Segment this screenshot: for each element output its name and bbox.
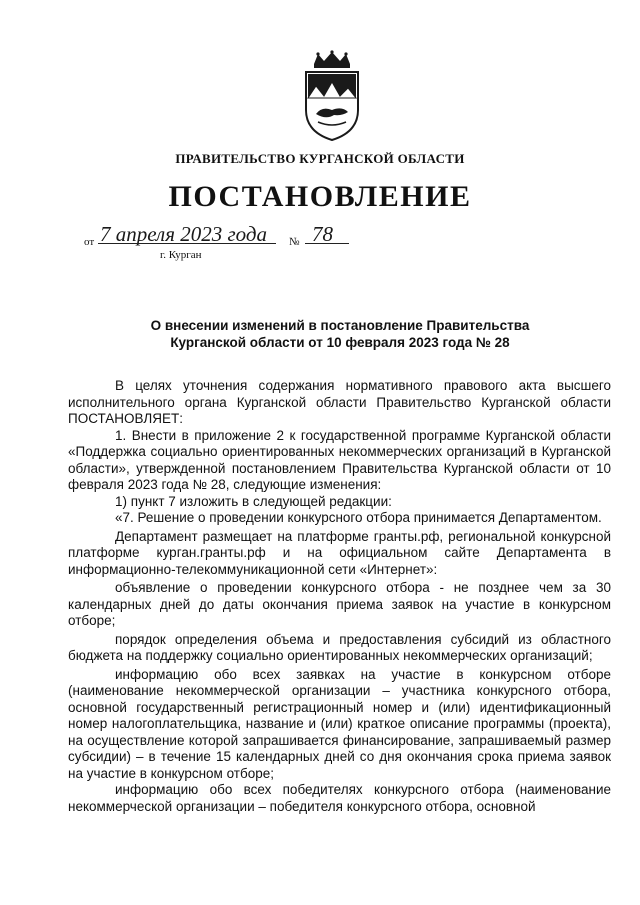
coat-of-arms-emblem	[302, 50, 362, 142]
handwritten-date: 7 апреля 2023 года	[100, 222, 268, 246]
paragraph: объявление о проведении конкурсного отбора - не позднее чем за 30 календарных дней до даты окончания приема заявок на участие в конкурсном отборе;	[68, 580, 611, 628]
city-label: г. Курган	[160, 249, 202, 261]
subject-line-2: Курганской области от 10 февраля 2023 года № 28	[170, 335, 510, 350]
paragraph: В целях уточнения содержания нормативного правового акта высшего исполнительного органа Курганской области Правительство Курганской области ПОСТАНОВЛЯЕТ:	[68, 378, 611, 426]
handwritten-number: 78	[312, 222, 333, 246]
number-underline	[305, 243, 349, 244]
from-label: от	[84, 236, 95, 248]
paragraph: информацию обо всех заявках на участие в конкурсном отборе (наименование некоммерческой организации – участника конкурсного отбора, основной государственный регистрационный номер и (или) идентификационный номер налогоплательщика, название и (или) краткое описание программы (проекта), на осуществление которой запрашивается финансирование, запрашиваемый размер субсидии) – в течение 15 календарных дней со дня окончания срока приема заявок на участие в конкурсном отборе;	[68, 666, 611, 781]
subject-line-1: О внесении изменений в постановление Правительства	[150, 318, 530, 333]
paragraph: порядок определения объема и предоставления субсидий из областного бюджета на поддержку социально ориентированных некоммерческих организаций;	[68, 631, 611, 663]
paragraph: «7. Решение о проведении конкурсного отбора принимается Департаментом.	[115, 510, 602, 525]
number-label: №	[289, 236, 300, 248]
paragraph: 1. Внести в приложение 2 к государственной программе Курганской области «Поддержка социально ориентированных некоммерческих организаций в Курганской области», утвержденной постановлением Правительства Курганской области от 10 февраля 2023 года № 28, следующие изменения:	[68, 427, 611, 492]
document-body	[68, 378, 611, 815]
date-underline	[98, 243, 276, 244]
paragraph: информацию обо всех победителях конкурсного отбора (наименование некоммерческой организации – победителя конкурсного отбора, основной	[68, 782, 611, 814]
paragraph: 1) пункт 7 изложить в следующей редакции:	[115, 493, 392, 509]
document-type-title: ПОСТАНОВЛЕНИЕ	[168, 180, 472, 213]
document-subject	[0, 317, 640, 351]
paragraph: Департамент размещает на платформе гранты.рф, региональной конкурсной платформе курган.гранты.рф и на официальном сайте Департамента в информационно-телекоммуникационной сети «Интернет»:	[68, 528, 611, 577]
government-name: ПРАВИТЕЛЬСТВО КУРГАНСКОЙ ОБЛАСТИ	[175, 151, 465, 166]
